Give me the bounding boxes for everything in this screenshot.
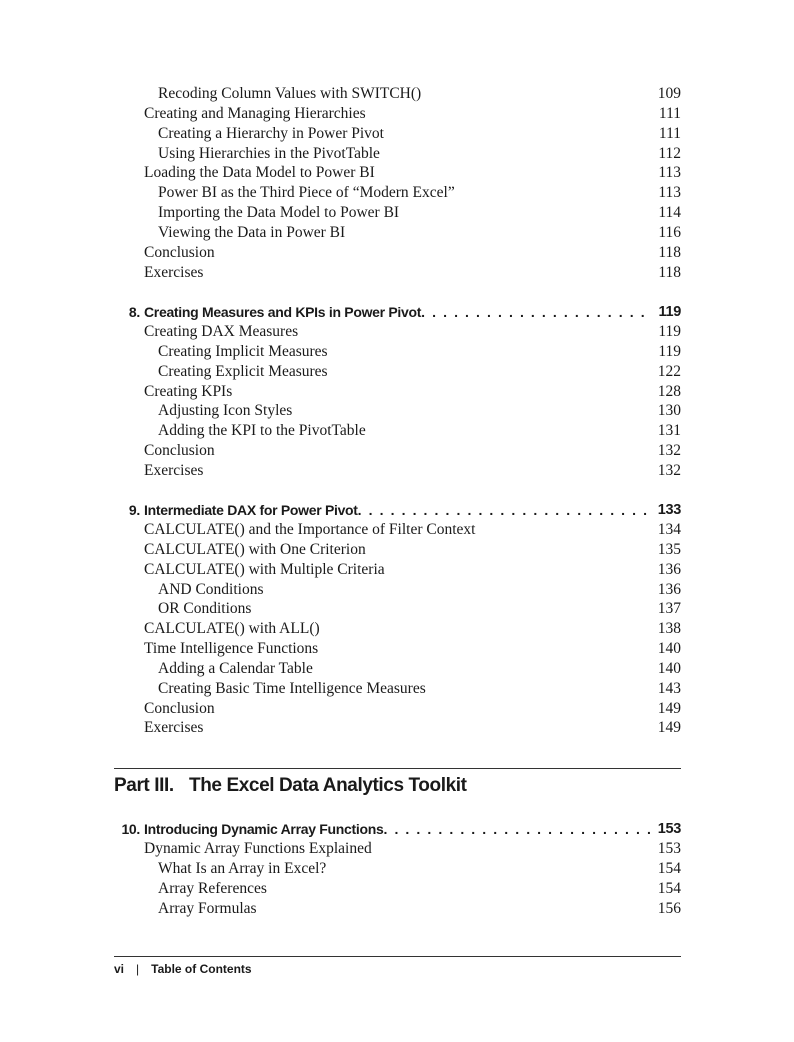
toc-entry[interactable]	[114, 461, 681, 481]
toc-entry[interactable]	[114, 421, 681, 441]
toc-entry[interactable]	[114, 520, 681, 540]
toc-entry-page: 154	[657, 859, 681, 877]
toc-entry-page: 135	[657, 540, 681, 558]
toc-entry-page: 122	[657, 362, 681, 380]
chapter-page: 153	[657, 821, 681, 837]
chapter-number: 10.	[121, 821, 140, 837]
toc-entry[interactable]	[114, 839, 681, 859]
toc-entry[interactable]	[114, 599, 681, 619]
chapter-number: 8.	[128, 304, 140, 320]
chapter-heading[interactable]	[114, 302, 681, 322]
toc-entry-page: 111	[658, 104, 681, 122]
toc-entry-title: Conclusion	[144, 442, 215, 460]
footer-page-number: vi	[114, 962, 125, 976]
toc-entry[interactable]	[114, 144, 681, 164]
chapter-page: 119	[658, 304, 681, 320]
toc-entry-title: Exercises	[144, 719, 204, 737]
dot-leader	[421, 302, 651, 322]
toc-entry-title: CALCULATE() and the Importance of Filter Context	[144, 521, 476, 538]
chapter-page: 133	[657, 502, 681, 518]
toc-entry[interactable]	[114, 243, 681, 263]
toc-entry-title: Creating Explicit Measures	[158, 362, 328, 380]
toc-entry-title: Recoding Column Values with SWITCH()	[158, 85, 422, 102]
part-label: Part III.	[114, 775, 174, 796]
toc-entry[interactable]	[114, 223, 681, 243]
chapter-title: Intermediate DAX for Power Pivot	[144, 502, 358, 518]
toc-entry-page: 132	[657, 461, 681, 479]
toc-entry-page: 109	[657, 85, 681, 102]
toc-entry[interactable]	[114, 639, 681, 659]
toc-entry[interactable]	[114, 859, 681, 879]
toc-entry-title: Importing the Data Model to Power BI	[158, 204, 400, 222]
toc-entry-title: Adjusting Icon Styles	[158, 402, 293, 420]
chapter-10	[114, 819, 681, 918]
toc-entry-page: 116	[658, 223, 681, 241]
toc-entry-page: 114	[658, 204, 681, 222]
toc-entry-title: Conclusion	[144, 699, 215, 717]
toc-entry[interactable]	[114, 679, 681, 699]
dot-leader	[383, 819, 651, 839]
page-footer	[114, 962, 252, 976]
toc-top-entries	[114, 84, 681, 282]
toc-entry-title: Conclusion	[144, 243, 215, 261]
toc-entry-title: Creating and Managing Hierarchies	[144, 104, 366, 122]
toc-entry[interactable]	[114, 163, 681, 183]
toc-entry-title: Array References	[158, 879, 267, 897]
toc-entry[interactable]	[114, 124, 681, 144]
toc-entry[interactable]	[114, 879, 681, 899]
toc-entry-title: Power BI as the Third Piece of “Modern Excel”	[158, 184, 455, 202]
toc-entry-title: Adding a Calendar Table	[158, 659, 313, 677]
toc-entry-page: 140	[657, 659, 681, 677]
toc-entry[interactable]	[114, 718, 681, 738]
toc-entry-page: 111	[658, 124, 681, 142]
toc-entry[interactable]	[114, 659, 681, 679]
toc-entry[interactable]	[114, 580, 681, 600]
toc-entry[interactable]	[114, 263, 681, 283]
toc-entry-title: OR Conditions	[158, 600, 252, 618]
footer-section: Table of Contents	[151, 962, 252, 976]
toc-entry-page: 130	[657, 402, 681, 420]
toc-entry-title: CALCULATE() with One Criterion	[144, 540, 366, 558]
toc-entry-title: Creating Implicit Measures	[158, 342, 328, 360]
footer-rule	[114, 956, 681, 957]
toc-entry-page: 136	[657, 580, 681, 598]
toc-entry-page: 134	[657, 521, 681, 538]
toc-entry-page: 153	[657, 840, 681, 857]
chapter-heading[interactable]	[114, 500, 681, 520]
chapter-heading[interactable]	[114, 819, 681, 839]
toc-entry[interactable]	[114, 382, 681, 402]
toc-entry-title: Loading the Data Model to Power BI	[144, 164, 375, 182]
toc-entry-page: 137	[657, 600, 681, 618]
footer-separator: |	[136, 962, 140, 976]
chapter-number: 9.	[128, 502, 140, 518]
toc-entry[interactable]	[114, 342, 681, 362]
toc-entry-title: Viewing the Data in Power BI	[158, 223, 346, 241]
chapter-title: Creating Measures and KPIs in Power Pivot	[144, 304, 422, 320]
toc-entry-page: 132	[657, 442, 681, 460]
toc-entry-page: 143	[657, 679, 681, 697]
toc-entry-title: Adding the KPI to the PivotTable	[158, 422, 366, 440]
toc-entry-page: 136	[657, 560, 681, 578]
toc-entry-title: Creating DAX Measures	[144, 323, 299, 340]
toc-entry-title: Using Hierarchies in the PivotTable	[158, 144, 380, 162]
toc-entry-page: 128	[657, 382, 681, 400]
toc-entry-page: 112	[658, 144, 681, 162]
chapter-entries	[114, 839, 681, 918]
toc-entry-page: 113	[658, 164, 681, 182]
toc-entry[interactable]	[114, 560, 681, 580]
toc-entry-title: AND Conditions	[158, 580, 264, 598]
chapter-8	[114, 302, 681, 481]
toc-entry-page: 156	[657, 899, 681, 917]
toc-entry-page: 118	[658, 263, 681, 281]
toc-entry-title: CALCULATE() with ALL()	[144, 620, 320, 638]
toc-entry-page: 140	[657, 640, 681, 658]
toc-entry-page: 138	[657, 620, 681, 638]
toc-entry-page: 119	[658, 323, 681, 340]
toc-entry-page: 154	[657, 879, 681, 897]
chapter-entries	[114, 520, 681, 738]
dot-leader	[358, 500, 651, 520]
toc-entry[interactable]	[114, 401, 681, 421]
toc-entry-page: 118	[658, 243, 681, 261]
toc-entry[interactable]	[114, 322, 681, 342]
toc-entry[interactable]	[114, 441, 681, 461]
toc-entry-page: 113	[658, 184, 681, 202]
part-title: The Excel Data Analytics Toolkit	[189, 775, 467, 796]
toc-entry-title: Dynamic Array Functions Explained	[144, 840, 372, 857]
toc-entry-page: 149	[657, 699, 681, 717]
toc-entry-title: Exercises	[144, 263, 204, 281]
chapter-entries	[114, 322, 681, 481]
toc-entry-page: 149	[657, 719, 681, 737]
toc-entry-page: 119	[658, 342, 681, 360]
toc-entry-title: Time Intelligence Functions	[144, 640, 319, 658]
toc-entry[interactable]	[114, 540, 681, 560]
toc-entry[interactable]	[114, 362, 681, 382]
toc-entry[interactable]	[114, 899, 681, 919]
toc-entry[interactable]	[114, 619, 681, 639]
toc-entry-title: CALCULATE() with Multiple Criteria	[144, 560, 385, 578]
toc-entry[interactable]	[114, 183, 681, 203]
part-heading	[114, 775, 467, 797]
toc-entry-title: Creating Basic Time Intelligence Measures	[158, 679, 426, 697]
toc-entry-title: Creating a Hierarchy in Power Pivot	[158, 124, 384, 142]
part-divider	[114, 768, 681, 769]
toc-entry-title: Array Formulas	[158, 899, 257, 917]
toc-entry[interactable]	[114, 203, 681, 223]
toc-entry[interactable]	[114, 104, 681, 124]
chapter-9	[114, 500, 681, 738]
toc-entry[interactable]	[114, 84, 681, 104]
toc-entry-title: Creating KPIs	[144, 382, 233, 400]
toc-entry[interactable]	[114, 699, 681, 719]
chapter-title: Introducing Dynamic Array Functions	[144, 821, 384, 837]
toc-entry-title: Exercises	[144, 461, 204, 479]
toc-entry-page: 131	[657, 422, 681, 440]
toc-entry-title: What Is an Array in Excel?	[158, 859, 327, 877]
